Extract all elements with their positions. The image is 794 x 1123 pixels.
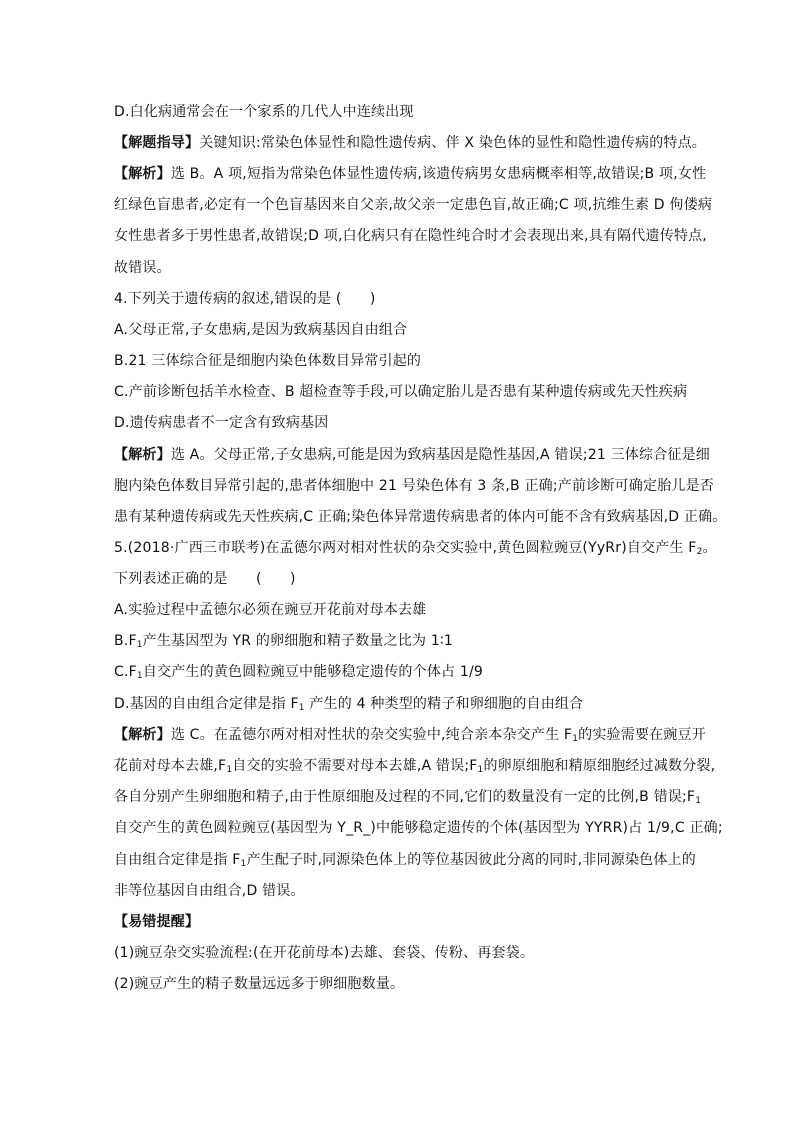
q4-analysis-line-2: 胞内染色体数目异常引起的,患者体细胞中 21 号染色体有 3 条,B 正确;产前诊断可确定胎儿是否: [114, 478, 714, 494]
q4-option-b: B.21 三体综合征是细胞内染色体数目异常引起的: [114, 353, 422, 369]
q3-analysis-line-3: 女性患者多于男性患者,故错误;D 项,白化病只有在隐性纯合时才会表现出来,具有隔代遗传特点,: [114, 228, 707, 244]
q5-option-c: [114, 662, 483, 686]
q4-option-a: A.父母正常,子女患病,是因为致病基因自由组合: [114, 322, 408, 338]
subscript: 1: [136, 640, 143, 650]
q4-analysis-line-1: [114, 445, 710, 465]
analysis-text: 的卵原细胞和精原细胞经过减数分裂,: [483, 758, 716, 774]
q5-analysis-line-1: [114, 725, 706, 749]
option-text: C.F: [114, 664, 137, 680]
subscript: 1: [240, 859, 247, 869]
q3-guide-line: [114, 133, 706, 153]
q3-analysis-line-4: 故错误。: [114, 260, 171, 276]
option-text: 产生的 4 种类型的精子和卵细胞的自由组合: [304, 696, 584, 712]
stem-text: 5.(2018·广西三市联考)在孟德尔两对相对性状的杂交实验中,黄色圆粒豌豆(YyRr)自交产生 F: [114, 540, 697, 556]
q5-option-b: [114, 631, 453, 655]
q4-option-c: C.产前诊断包括羊水检查、B 超检查等手段,可以确定胎儿是否患有某种遗传病或先天性疾病: [114, 384, 688, 400]
option-text: 自交产生的黄色圆粒豌豆中能够稳定遗传的个体占 1/9: [142, 664, 484, 680]
option-text: 产生基因型为 YR 的卵细胞和精子数量之比为 1∶1: [142, 633, 453, 649]
analysis-tag: 【解析】: [114, 727, 171, 743]
q4-analysis-line-3: 患有某种遗传病或先天性疾病,C 正确;染色体异常遗传病患者的体内可能不含有致病基因,D 正确。: [114, 509, 727, 525]
tips-item-1: (1)豌豆杂交实验流程:(在开花前母本)去雄、套袋、传粉、再套袋。: [114, 945, 535, 961]
q4-option-d: D.遗传病患者不一定含有致病基因: [114, 415, 329, 431]
q5-option-a: A.实验过程中孟德尔必须在豌豆开花前对母本去雄: [114, 602, 427, 618]
analysis-text: 产生配子时,同源染色体上的等位基因彼此分离的同时,非同源染色体上的: [246, 852, 696, 868]
guide-tag: 【解题指导】: [114, 135, 200, 151]
stem-text: 。: [702, 540, 717, 556]
subscript: 1: [695, 796, 702, 806]
q3-analysis-line-1: [114, 164, 706, 184]
q5-analysis-line-3: [114, 787, 701, 811]
subscript: 2: [696, 547, 703, 557]
q3-option-d: D.白化病通常会在一个家系的几代人中连续出现: [114, 104, 414, 120]
tips-heading: 【易错提醒】: [114, 914, 200, 930]
subscript: 1: [572, 734, 579, 744]
tips-item-2: (2)豌豆产生的精子数量远远多于卵细胞数量。: [114, 976, 405, 992]
analysis-tag: 【解析】: [114, 447, 171, 463]
q5-option-d: [114, 694, 583, 718]
subscript: 1: [298, 703, 305, 713]
analysis-text: 自由组合定律是指 F: [114, 852, 241, 868]
analysis-text: 选 C。在孟德尔两对相对性状的杂交实验中,纯合亲本杂交产生 F: [170, 727, 573, 743]
analysis-text: 自交的实验不需要对母本去雄,A 错误;F: [232, 758, 478, 774]
subscript: 1: [226, 765, 233, 775]
analysis-tag: 【解析】: [114, 166, 171, 182]
analysis-text: 选 B。A 项,短指为常染色体显性遗传病,该遗传病男女患病概率相等,故错误;B 项,女性: [170, 166, 707, 182]
q5-analysis-line-6: 非等位基因自由组合,D 错误。: [114, 883, 305, 899]
q3-analysis-line-2: 红绿色盲患者,必定有一个色盲基因来自父亲,故父亲一定患色盲,故正确;C 项,抗维生素 D 佝偻病: [114, 197, 713, 213]
option-text: B.F: [114, 633, 137, 649]
q5-analysis-line-5: [114, 850, 696, 874]
analysis-text: 花前对母本去雄,F: [114, 758, 227, 774]
guide-text: 关键知识:常染色体显性和隐性遗传病、伴 X 染色体的显性和隐性遗传病的特点。: [199, 135, 707, 151]
q5-analysis-line-2: [114, 756, 715, 780]
analysis-text: 选 A。父母正常,子女患病,可能是因为致病基因是隐性基因,A 错误;21 三体综合征是细: [170, 447, 710, 463]
q5-stem-2: 下列表述正确的是 ( ): [114, 571, 296, 587]
q4-stem: 4.下列关于遗传病的叙述,错误的是 ( ): [114, 291, 376, 307]
option-text: D.基因的自由组合定律是指 F: [114, 696, 299, 712]
q5-stem-1: [114, 538, 717, 562]
analysis-text: 各自分别产生卵细胞和精子,由于性原细胞及过程的不同,它们的数量没有一定的比例,B 错误;F: [114, 789, 696, 805]
q5-analysis-line-4: 自交产生的黄色圆粒豌豆(基因型为 Y_R_)中能够稳定遗传的个体(基因型为 YYRR)占 1/9,C 正确;: [114, 820, 723, 836]
subscript: 1: [477, 765, 484, 775]
subscript: 1: [136, 671, 143, 681]
analysis-text: 的实验需要在豌豆开: [578, 727, 706, 743]
